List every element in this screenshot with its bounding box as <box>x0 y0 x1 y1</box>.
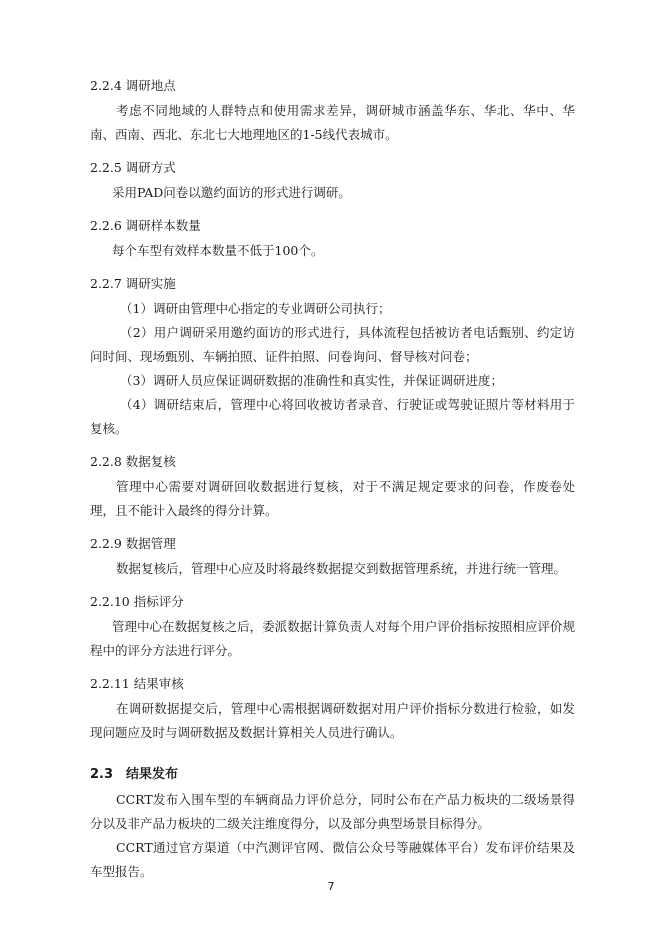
list-item: （4）调研结束后，管理中心将回收被访者录音、行驶证或驾驶证照片等材料用于复核。 <box>90 397 575 436</box>
section-heading: 2.2.11 结果审核 <box>90 676 184 691</box>
section-heading: 2.2.7 调研实施 <box>90 276 176 291</box>
page-content <box>90 76 575 884</box>
section-title: 2.3 结果发布 <box>90 767 179 782</box>
section-paragraph: 在调研数据提交后，管理中心需根据调研数据对用户评价指标分数进行检验，如发现问题应及时与调研数据及数据计算相关人员进行确认。 <box>90 701 575 740</box>
section-heading: 2.2.10 指标评分 <box>90 594 184 609</box>
section-paragraph: CCRT发布入围车型的车辆商品力评价总分，同时公布在产品力板块的二级场景得分以及非产品力板块的二级关注维度得分，以及部分典型场景目标得分。 <box>90 792 575 831</box>
section-heading: 2.2.6 调研样本数量 <box>90 218 201 233</box>
section-heading: 2.2.5 调研方式 <box>90 160 176 175</box>
section-heading: 2.2.9 数据管理 <box>90 536 176 551</box>
section-paragraph: 数据复核后，管理中心应及时将最终数据提交到数据管理系统，并进行统一管理。 <box>116 561 567 576</box>
page-number: 7 <box>327 880 335 893</box>
section-heading: 2.2.4 调研地点 <box>90 78 176 93</box>
section-2-2-4 <box>90 76 575 147</box>
section-2-2-10 <box>90 592 575 663</box>
list-item: （1）调研由管理中心指定的专业调研公司执行； <box>120 301 391 316</box>
section-paragraph: 每个车型有效样本数量不低于100个。 <box>112 243 324 258</box>
section-2-2-5 <box>90 158 575 205</box>
section-paragraph: 管理中心在数据复核之后，委派数据计算负责人对每个用户评价指标按照相应评价规程中的评分方法进行评分。 <box>90 619 575 658</box>
section-heading: 2.2.8 数据复核 <box>90 454 176 469</box>
section-2-2-7 <box>90 274 575 441</box>
section-paragraph: CCRT通过官方渠道（中汽测评官网、微信公众号等融媒体平台）发布评价结果及车型报告。 <box>90 840 575 879</box>
section-2-2-6 <box>90 216 575 263</box>
list-item: （3）调研人员应保证调研数据的准确性和真实性，并保证调研进度； <box>120 373 503 388</box>
section-2-2-8 <box>90 452 575 523</box>
section-2-3 <box>90 765 575 884</box>
section-paragraph: 考虑不同地域的人群特点和使用需求差异，调研城市涵盖华东、华北、华中、华南、西南、西北、东北七大地理地区的1-5线代表城市。 <box>90 103 575 142</box>
section-2-2-9 <box>90 534 575 581</box>
section-2-2-11 <box>90 674 575 745</box>
list-item: （2）用户调研采用邀约面访的形式进行，具体流程包括被访者电话甄别、约定访问时间、现场甄别、车辆拍照、证件拍照、问卷询问、督导核对问卷； <box>90 325 575 364</box>
section-paragraph: 管理中心需要对调研回收数据进行复核，对于不满足规定要求的问卷，作废卷处理，且不能计入最终的得分计算。 <box>90 479 575 518</box>
section-paragraph: 采用PAD问卷以邀约面访的形式进行调研。 <box>112 185 351 200</box>
